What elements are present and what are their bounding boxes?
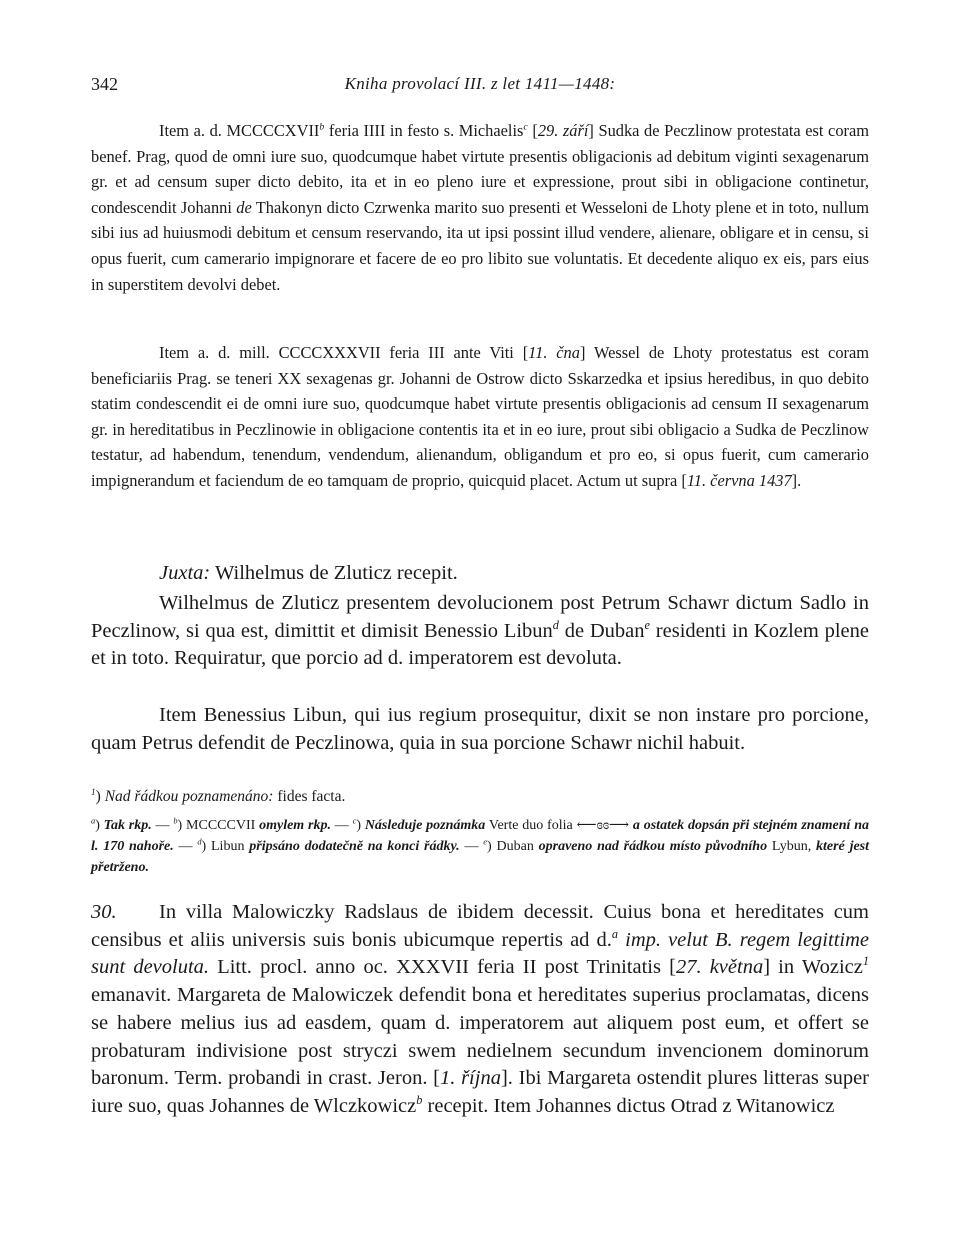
page-header	[91, 74, 869, 98]
paragraph: 30. In villa Malowiczky Radslaus de ibidem decessit. Cuius bona et hereditates cum censibus et aliis universis suis bonis ubicumque repertis ad d.$^a$ imp. velut B. regem legittime sunt devoluta. Litt. procl. anno oc. XXXVII feria II post Trinitatis [27. května] in Wozicz$^1$ emanavit. Margareta de Malowiczek defendit bona et hereditates superius proclamatas, dicens se habere melius ius ad easdem, quam d. imperatorem aut aliquem post eum, et offert se probaturam indivisione post stryczi swem nedielnem secundum invencionem dominorum baronum. Term. probandi in crast. Jeron. [1. října]. Ibi Margareta ostendit plures litteras super iure suo, quas Johannes de Wlczkowicz$^b$ recepit. Item Johannes dictus Otrad z Witanowicz	[91, 901, 870, 1117]
running-title: Kniha provolací III. z let 1411—1448:	[344, 74, 616, 93]
paragraph: Item a. d. MCCCCXVII$^b$ feria IIII in festo s. Michaelis$^c$ [29. září] Sudka de Peczlinow protestata est coram benef. Prag, quod de omni iure suo, quodcumque habet virtute presentis obligacionis ad debitum viginti sexagenarum gr. et ad censum super dicto debito, ita et in eo pleno iure et expressione, prout sibi in obligacione continetur, condescendit Johanni de Thakonyn dicto Czrwenka marito suo presenti et Wesseloni de Lhoty plene et in toto, nullum sibi ius ad huiusmodi debitum et censum reservando, ita ut ipsi possint illud vendere, alienare, obligare et in censu, si opus fuerit, cum camerario impignorare et facere de eo pro libito sue voluntatis. Et decedente aliquo ex eis, pars eius in superstitem devolvi debet.	[91, 121, 870, 294]
document-page	[91, 0, 869, 1234]
page-number: 342	[91, 74, 118, 94]
entry-wessel-1437	[91, 340, 869, 494]
paragraph: Item Benessius Libun, qui ius regium prosequitur, dixit se non instare pro porcione, quam Petrus defendit de Peczlinowa, quia in sua porcione Schawr nichil habuit.	[91, 704, 869, 754]
footnotes-apparatus: $^a$) Tak rkp. — $^b$) MCCCCVII omylem rkp. — $^c$) Následuje poznámka Verte duo folia ⟵ɞɞ⟶ a ostatek dopsán při stejném znamení na l. 170 nahoře. — $^d$) Libun připsáno dodatečně na konci řádky. — $^e$) Duban opraveno nad řádkou místo původního Lybun, které jest přetrženo.	[91, 816, 870, 875]
entry-30	[91, 899, 869, 1121]
footnote-1: $^1$) Nad řádkou poznamenáno: fides facta.	[91, 787, 346, 805]
entry-benessius	[91, 702, 869, 757]
verte-symbol-icon: ⟵ɞɞ⟶	[576, 818, 630, 833]
entry-number: 30.	[91, 901, 117, 923]
entry-wilhelmus	[91, 590, 869, 673]
paragraph: Item a. d. mill. CCCCXXXVII feria III ante Viti [11. čna] Wessel de Lhoty protestatus est coram beneficiariis Prag. se teneri XX sexagenas gr. Johanni de Ostrow dicto Sskarzedka et ipsius heredibus, in quo debito statim condescendit ei de omni iure suo, quodcumque habet virtute presentis obligacionis ad censum II sexagenarum gr. in hereditatibus in Peczlinowie in obligacione contentis ita et in eo iure, prout sibi obligacio a Sudka de Peczlinow testatur, ad habendum, tenendum, vendendum, alienandum, obligandum et pro eo, si opus fuerit, cum camerario impignerandum et faciendum de eo tamquam de proprio, quicquid placet. Actum ut supra [11. června 1437].	[91, 343, 869, 490]
paragraph: Wilhelmus de Zluticz presentem devolucionem post Petrum Schawr dictum Sadlo in Peczlinow, si qua est, dimittit et dimisit Benessio Libun$^d$ de Duban$^e$ residenti in Kozlem plene et in toto. Requiratur, que porcio ad d. imperatorem est devoluta.	[91, 592, 869, 670]
entry-sudka-1417	[91, 118, 869, 297]
juxta-note	[91, 560, 869, 588]
paragraph: Juxta: Wilhelmus de Zluticz recepit.	[159, 562, 458, 584]
